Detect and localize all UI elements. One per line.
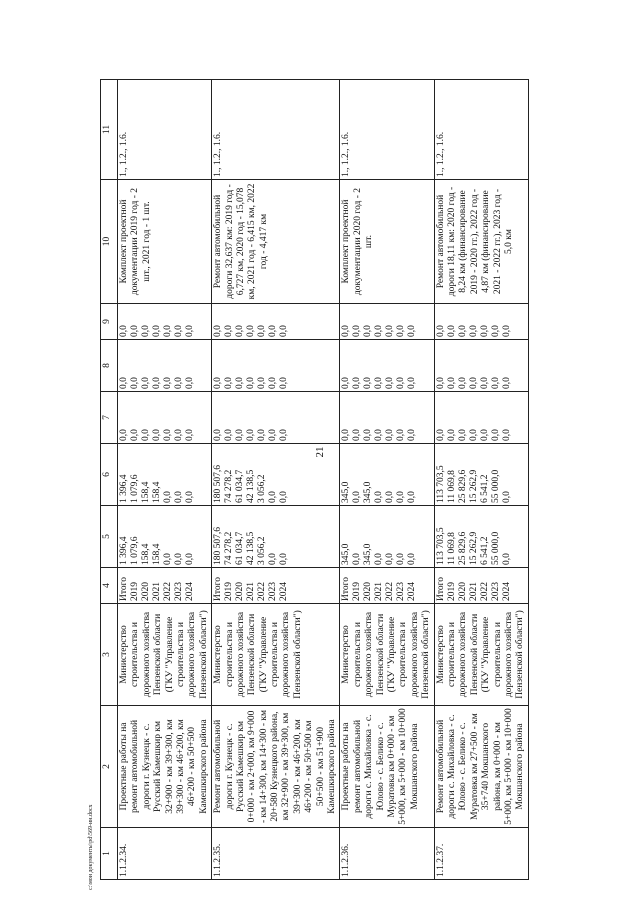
cell-c8-line: 0,0 (185, 377, 195, 389)
cell-c5-line: 0,0 (352, 553, 363, 565)
cell-c9-line: 0,0 (246, 325, 257, 337)
cell-c8-line: 0,0 (163, 377, 173, 389)
cell-c6-line: 180 507,6 (213, 465, 224, 503)
cell-c8-line: 0,0 (468, 377, 479, 389)
cell-years-line: 2021 (246, 582, 257, 601)
cell-c8-line: 0,0 (224, 377, 235, 389)
cell-c5-line: 15 262,9 (468, 531, 479, 565)
cell-c5-line: 158,4 (141, 543, 151, 565)
cell-result: Комплект проектной документации 2020 год - 2 шт. (340, 180, 434, 304)
cell-id: 1.1.2.34. (118, 828, 212, 880)
cell-c6-line: 1 396,4 (119, 474, 129, 503)
cell-years-line: 2024 (185, 582, 195, 601)
cell-c9-line: 0,0 (213, 325, 224, 337)
cell-c9-line: 0,0 (257, 325, 268, 337)
cell-c5 (340, 506, 434, 568)
cell-years (434, 568, 528, 604)
cell-result: Ремонт автомобильной дороги 32,637 км: 2019 год - 6,727 км, 2020 год - 15,078 км, 2021 год - 6,415 км, 2022 год - 4,417 км (212, 180, 340, 304)
cell-years-line: 2022 (385, 582, 396, 601)
cell-years-line: 2023 (174, 582, 184, 601)
cell-c5-line: 1 079,6 (130, 536, 140, 565)
cell-c8 (118, 340, 212, 392)
cell-c9-line: 0,0 (396, 325, 407, 337)
cell-c8-line: 0,0 (407, 377, 418, 389)
cell-c7-line: 0,0 (363, 429, 374, 441)
cell-c5-line: 345,0 (363, 543, 374, 565)
cell-c6 (340, 444, 434, 506)
cell-c5-line: 0,0 (396, 553, 407, 565)
cell-c6-line: 6 541,2 (479, 474, 490, 503)
cell-executor: Министерство строительства и дорожного хозяйства Пензенской области (ГКУ "Управление строительства и дорожного хозяйства Пензенской области") (118, 604, 212, 706)
cell-c7-line: 0,0 (374, 429, 385, 441)
cell-years-line: Итого (213, 576, 224, 601)
cell-c6-line: 0,0 (352, 491, 363, 503)
cell-c8-line: 0,0 (396, 377, 407, 389)
cell-c6 (212, 444, 340, 506)
page-number: 21 (314, 446, 326, 458)
cell-c8-line: 0,0 (479, 377, 490, 389)
cell-c9-line: 0,0 (163, 325, 173, 337)
column-header-6: 6 (101, 444, 118, 506)
cell-c9 (212, 304, 340, 340)
cell-c9-line: 0,0 (268, 325, 279, 337)
cell-executor: Министерство строительства и дорожного хозяйства Пензенской области (ГКУ "Управление строительства и дорожного хозяйства Пензенской области") (434, 604, 528, 706)
cell-c7-line: 0,0 (130, 429, 140, 441)
cell-c5-line: 25 829,6 (457, 531, 468, 565)
cell-years-line: 2020 (141, 582, 151, 601)
cell-years (212, 568, 340, 604)
cell-c6 (118, 444, 212, 506)
cell-c7-line: 0,0 (341, 429, 352, 441)
cell-indicators: 1., 1.2., 1.6. (434, 80, 528, 180)
cell-id: 1.1.2.36. (340, 828, 434, 880)
cell-years-line: 2019 (446, 582, 457, 601)
cell-years-line: 2022 (163, 582, 173, 601)
cell-c9-line: 0,0 (468, 325, 479, 337)
column-header-9: 9 (101, 304, 118, 340)
cell-c8-line: 0,0 (435, 377, 446, 389)
cell-c5-line: 0,0 (407, 553, 418, 565)
cell-c7-line: 0,0 (279, 429, 290, 441)
cell-c9-line: 0,0 (363, 325, 374, 337)
cell-indicators: 1., 1.2., 1.6. (118, 80, 212, 180)
cell-years-line: 2020 (235, 582, 246, 601)
cell-c6-line: 55 000,0 (490, 469, 501, 503)
cell-id: 1.1.2.35. (212, 828, 340, 880)
cell-c9-line: 0,0 (490, 325, 501, 337)
cell-years-line: 2021 (152, 582, 162, 601)
cell-years-line: 2021 (374, 582, 385, 601)
cell-c8-line: 0,0 (130, 377, 140, 389)
cell-c8 (340, 340, 434, 392)
cell-years-line: 2024 (407, 582, 418, 601)
table-row (118, 80, 212, 880)
cell-c7-line: 0,0 (490, 429, 501, 441)
cell-c9-line: 0,0 (407, 325, 418, 337)
cell-c9-line: 0,0 (141, 325, 151, 337)
cell-c8-line: 0,0 (268, 377, 279, 389)
cell-c9-line: 0,0 (185, 325, 195, 337)
table-row (434, 80, 528, 880)
cell-c5-line: 113 703,5 (435, 527, 446, 565)
cell-c7-line: 0,0 (457, 429, 468, 441)
cell-c8-line: 0,0 (141, 377, 151, 389)
cell-c9-line: 0,0 (385, 325, 396, 337)
cell-c6-line: 0,0 (385, 491, 396, 503)
cell-c5-line: 180 507,6 (213, 527, 224, 565)
cell-c5-line: 0,0 (385, 553, 396, 565)
cell-name: Проектные работы на ремонт автомобильной дороги г. Кузнецк - с. Русский Камешкир км 32+900 - км 39+300, км 39+300 - км 46+200, км 46+200 - км 50+500 Камешкирского района (118, 706, 212, 828)
cell-c7-line: 0,0 (246, 429, 257, 441)
cell-c9-line: 0,0 (446, 325, 457, 337)
cell-years-line: 2023 (268, 582, 279, 601)
cell-c7-line: 0,0 (501, 429, 512, 441)
cell-c9-line: 0,0 (457, 325, 468, 337)
cell-c6-line: 74 278,2 (224, 469, 235, 503)
cell-years-line: 2023 (396, 582, 407, 601)
cell-name: Проектные работы на ремонт автомобильной дороги с. Михайловка - с. Юлово - с. Белико - с. Муратовка км 0+000 - км 5+000, км 5+000 - км 10+000 Мокшанского района (340, 706, 434, 828)
cell-years-line: 2022 (257, 582, 268, 601)
cell-c6-line: 0,0 (185, 491, 195, 503)
cell-c6-line: 0,0 (268, 491, 279, 503)
cell-c6-line: 0,0 (279, 491, 290, 503)
cell-c6-line: 158,4 (152, 481, 162, 503)
cell-c8-line: 0,0 (235, 377, 246, 389)
cell-c9-line: 0,0 (152, 325, 162, 337)
cell-years (340, 568, 434, 604)
cell-c6-line: 345,0 (363, 481, 374, 503)
cell-c6-line: 11 069,8 (446, 470, 457, 503)
cell-c7-line: 0,0 (479, 429, 490, 441)
cell-c8-line: 0,0 (174, 377, 184, 389)
rotated-table-container (100, 80, 585, 880)
cell-c9-line: 0,0 (235, 325, 246, 337)
table-row (212, 80, 340, 880)
column-header-10: 10 (101, 180, 118, 304)
cell-c7-line: 0,0 (385, 429, 396, 441)
cell-c5-line: 0,0 (174, 553, 184, 565)
cell-years-line: 2024 (501, 582, 512, 601)
cell-c6-line: 1 079,6 (130, 474, 140, 503)
cell-c9-line: 0,0 (119, 325, 129, 337)
cell-c6-line: 61 034,7 (235, 469, 246, 503)
cell-c6-line: 0,0 (163, 491, 173, 503)
cell-c5-line: 6 541,2 (479, 536, 490, 565)
cell-c7-line: 0,0 (152, 429, 162, 441)
column-header-4: 4 (101, 568, 118, 604)
cell-c7-line: 0,0 (407, 429, 418, 441)
cell-c7 (212, 392, 340, 444)
cell-c6-line: 345,0 (341, 481, 352, 503)
cell-c5 (212, 506, 340, 568)
cell-c8-line: 0,0 (213, 377, 224, 389)
cell-c5-line: 345,0 (341, 543, 352, 565)
cell-c5-line: 0,0 (374, 553, 385, 565)
cell-c6-line: 3 056,2 (257, 474, 268, 503)
cell-c8-line: 0,0 (352, 377, 363, 389)
cell-c9 (340, 304, 434, 340)
cell-c7-line: 0,0 (435, 429, 446, 441)
cell-name: Ремонт автомобильной дороги г. Кузнецк - с. Русский Камешкир км 0+000 - км 2+000, км 9+000 - км 14+300, км 14+300 - км 20+580 Кузнецкого района, км 32+900 - км 39+300, км 39+300 - км 46+200, км 46+200 - км 50+500 км 50+500 - км 51+900 Камешкирского района (212, 706, 340, 828)
column-header-5: 5 (101, 506, 118, 568)
cell-c7-line: 0,0 (185, 429, 195, 441)
cell-c9-line: 0,0 (341, 325, 352, 337)
cell-c9-line: 0,0 (352, 325, 363, 337)
cell-c9 (118, 304, 212, 340)
cell-result: Комплект проектной документации 2019 год - 2 шт., 2021 год - 1 шт. (118, 180, 212, 304)
cell-c7-line: 0,0 (446, 429, 457, 441)
column-header-2: 2 (101, 706, 118, 828)
cell-years (118, 568, 212, 604)
cell-c6-line: 42 138,5 (246, 469, 257, 503)
cell-c5-line: 11 069,8 (446, 532, 457, 565)
cell-years-line: Итого (341, 576, 352, 601)
column-header-11: 11 (101, 80, 118, 180)
cell-years-line: 2020 (363, 582, 374, 601)
cell-c5-line: 0,0 (185, 553, 195, 565)
program-table (100, 79, 529, 880)
cell-c5-line: 61 034,7 (235, 531, 246, 565)
cell-c5-line: 42 138,5 (246, 531, 257, 565)
cell-c9-line: 0,0 (479, 325, 490, 337)
cell-c8-line: 0,0 (119, 377, 129, 389)
cell-c5-line: 74 278,2 (224, 531, 235, 565)
cell-c6-line: 0,0 (174, 491, 184, 503)
cell-c9-line: 0,0 (374, 325, 385, 337)
cell-indicators: 1., 1.2., 1.6. (340, 80, 434, 180)
cell-c9-line: 0,0 (435, 325, 446, 337)
cell-c8-line: 0,0 (374, 377, 385, 389)
column-header-8: 8 (101, 340, 118, 392)
cell-c8-line: 0,0 (341, 377, 352, 389)
column-header-7: 7 (101, 392, 118, 444)
cell-c5-line: 0,0 (501, 553, 512, 565)
cell-c7-line: 0,0 (224, 429, 235, 441)
cell-c5 (434, 506, 528, 568)
column-header-3: 3 (101, 604, 118, 706)
cell-c8-line: 0,0 (279, 377, 290, 389)
cell-result: Ремонт автомобильной дороги 18,11 км: 2020 год - 8,24 км (финансирование 2019 - 2020 гг.), 2022 год - 4,87 км (финансирование 2021 - 2022 гг.), 2023 год - 5,0 км (434, 180, 528, 304)
cell-c5-line: 0,0 (279, 553, 290, 565)
cell-executor: Министерство строительства и дорожного хозяйства Пензенской области (ГКУ "Управление строительства и дорожного хозяйства Пензенской области") (212, 604, 340, 706)
cell-years-line: 2021 (468, 582, 479, 601)
cell-c7-line: 0,0 (257, 429, 268, 441)
cell-years-line: 2023 (490, 582, 501, 601)
cell-c8-line: 0,0 (257, 377, 268, 389)
cell-years-line: Итого (119, 576, 129, 601)
cell-c8-line: 0,0 (246, 377, 257, 389)
cell-years-line: 2019 (224, 582, 235, 601)
cell-years-line: 2024 (279, 582, 290, 601)
table-row (340, 80, 434, 880)
cell-c9-line: 0,0 (174, 325, 184, 337)
cell-c7-line: 0,0 (352, 429, 363, 441)
cell-c7-line: 0,0 (141, 429, 151, 441)
cell-c7-line: 0,0 (213, 429, 224, 441)
cell-c9 (434, 304, 528, 340)
cell-c7 (118, 392, 212, 444)
cell-c7-line: 0,0 (268, 429, 279, 441)
cell-c5-line: 55 000,0 (490, 531, 501, 565)
cell-c5-line: 3 056,2 (257, 536, 268, 565)
cell-c8-line: 0,0 (457, 377, 468, 389)
footer-path: c:\мои документы\pd\569-ин.docx (88, 804, 94, 890)
cell-c9-line: 0,0 (279, 325, 290, 337)
cell-c5-line: 0,0 (163, 553, 173, 565)
cell-c6-line: 0,0 (374, 491, 385, 503)
header-row (101, 80, 118, 880)
cell-c6-line: 0,0 (396, 491, 407, 503)
cell-c7-line: 0,0 (396, 429, 407, 441)
cell-c5 (118, 506, 212, 568)
cell-c6-line: 0,0 (407, 491, 418, 503)
cell-c8-line: 0,0 (446, 377, 457, 389)
cell-c7 (340, 392, 434, 444)
cell-c5-line: 0,0 (268, 553, 279, 565)
cell-c6-line: 158,4 (141, 481, 151, 503)
cell-c7-line: 0,0 (163, 429, 173, 441)
cell-id: 1.1.2.37. (434, 828, 528, 880)
cell-c5-line: 158,4 (152, 543, 162, 565)
cell-c6-line: 113 703,5 (435, 465, 446, 503)
cell-c6-line: 0,0 (501, 491, 512, 503)
cell-c9-line: 0,0 (224, 325, 235, 337)
cell-c7-line: 0,0 (119, 429, 129, 441)
cell-c8-line: 0,0 (385, 377, 396, 389)
cell-c6 (434, 444, 528, 506)
cell-indicators: 1., 1.2., 1.6. (212, 80, 340, 180)
cell-c7-line: 0,0 (235, 429, 246, 441)
cell-c8-line: 0,0 (490, 377, 501, 389)
cell-c7 (434, 392, 528, 444)
cell-c9-line: 0,0 (501, 325, 512, 337)
cell-years-line: 2022 (479, 582, 490, 601)
cell-name: Ремонт автомобильной дороги с. Михайловка - с. Юлово - с. Белико - с. Муратовка км 27+500 - км 35+740 Мокшанского района, км 0+000 - км 5+000, км 5+000 - км 10+000 Мокшанского района (434, 706, 528, 828)
cell-c5-line: 1 396,4 (119, 536, 129, 565)
cell-c8 (212, 340, 340, 392)
cell-c6-line: 25 829,6 (457, 469, 468, 503)
cell-c7-line: 0,0 (468, 429, 479, 441)
cell-years-line: 2019 (130, 582, 140, 601)
column-header-1: 1 (101, 828, 118, 880)
cell-years-line: Итого (435, 576, 446, 601)
cell-c8-line: 0,0 (152, 377, 162, 389)
cell-c7-line: 0,0 (174, 429, 184, 441)
cell-years-line: 2019 (352, 582, 363, 601)
cell-c8-line: 0,0 (363, 377, 374, 389)
cell-c8-line: 0,0 (501, 377, 512, 389)
cell-c8 (434, 340, 528, 392)
cell-c9-line: 0,0 (130, 325, 140, 337)
cell-executor: Министерство строительства и дорожного хозяйства Пензенской области (ГКУ "Управление строительства и дорожного хозяйства Пензенской области") (340, 604, 434, 706)
cell-years-line: 2020 (457, 582, 468, 601)
cell-c6-line: 15 262,9 (468, 469, 479, 503)
